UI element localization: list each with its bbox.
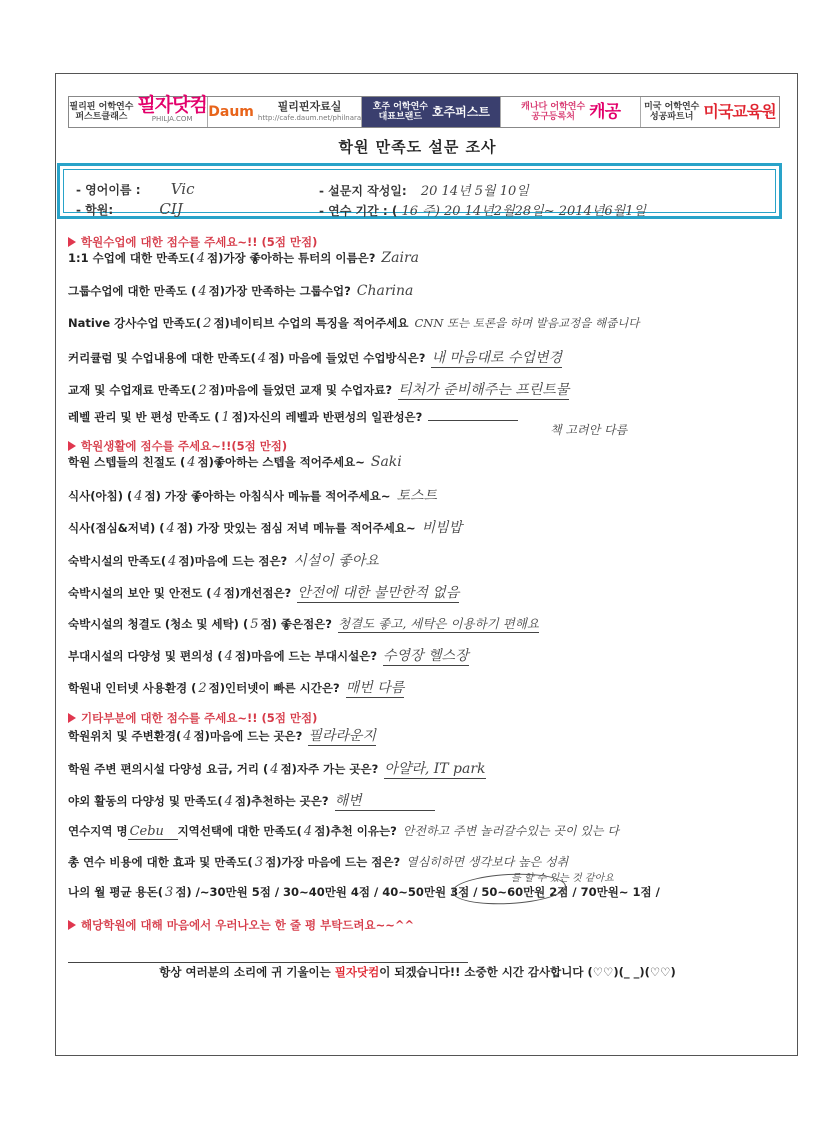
q-label: 숙박시설의 보안 및 안전도 ( (68, 586, 212, 600)
score-field[interactable]: 4 (303, 824, 313, 839)
english-name-value[interactable]: Vic (170, 180, 195, 198)
score-field[interactable]: 4 (196, 251, 206, 266)
info-box-inner (63, 169, 776, 219)
score-field[interactable]: 1 (221, 410, 230, 425)
answer-note: 책 고려안 다름 (550, 423, 628, 437)
answer-field[interactable]: Zaira (381, 250, 419, 266)
q-label: 부대시설의 다양성 및 편의성 ( (68, 649, 223, 663)
question-dorm (68, 550, 379, 570)
banner-canada[interactable] (501, 97, 640, 127)
study-period-row (319, 200, 646, 219)
score-field[interactable]: 5 (250, 617, 259, 632)
question-location (68, 725, 376, 746)
score-field[interactable]: 3 (165, 885, 174, 900)
study-period-label: - 연수 기간 : ( (319, 204, 398, 218)
english-name-row (76, 180, 194, 198)
q-label: Native 강사수업 만족도( (68, 316, 202, 330)
daum-logo-icon: Daum (208, 104, 254, 120)
answer-field[interactable]: 매번 다름 (346, 677, 405, 698)
english-name-label: - 영어이름 : (76, 183, 141, 197)
score-field[interactable]: 4 (257, 351, 267, 366)
question-cleanliness (68, 614, 539, 633)
q-label: 식사(아침) ( (68, 489, 133, 503)
answer-note: 를 할 수 있는 것 같아요 (511, 873, 614, 884)
answer-field[interactable]: 내 마음대로 수업변경 (431, 347, 562, 368)
q-label: 학원위치 및 주변환경( (68, 729, 182, 743)
section-review-text: 해당학원에 대해 마음에서 우러나오는 한 줄 평 부탁드려요~~^^ (81, 918, 415, 932)
question-allowance (68, 884, 660, 900)
region-field[interactable]: Cebu (128, 824, 178, 840)
sponsor-banner (68, 96, 780, 128)
q-label: 점)가장 만족하는 그룹수업? (208, 284, 351, 298)
q-label: 점)마음에 들었던 교재 및 수업자료? (208, 383, 393, 397)
answer-field[interactable] (428, 420, 518, 421)
banner-philja-tagline: 필리핀 어학연수 퍼스트클래스 (69, 102, 134, 122)
answer-field[interactable]: CNN 또는 토론을 하며 발음교정을 해줍니다 (414, 316, 640, 330)
answer-field[interactable]: 수영장 헬스장 (383, 645, 469, 666)
q-label: 점)마음에 드는 부대시설은? (234, 649, 377, 663)
banner-hojufirst[interactable] (362, 97, 501, 127)
banner-daum-text (257, 99, 362, 123)
banner-daum-url: http://cafe.daum.net/philnara (257, 113, 362, 122)
q-label: 점)가장 좋아하는 튜터의 이름은? (207, 251, 376, 265)
question-internet (68, 677, 404, 698)
question-group-class (68, 283, 413, 299)
survey-date-label: - 설문지 작성일: (319, 184, 407, 198)
q-label: 1:1 수업에 대한 만족도( (68, 251, 195, 265)
q-label: 지역선택에 대한 만족도( (177, 824, 302, 838)
section-other-text: 기타부분에 대한 점수를 주세요~!! (5점 만점) (81, 711, 318, 725)
section-class-heading (68, 234, 317, 250)
q-label: 점)좋아하는 스텝을 적어주세요~ (197, 455, 365, 469)
answer-field[interactable]: 아얄라, IT park (384, 758, 485, 779)
study-period-value[interactable]: 주) 20 14년2월28일~ 2014년6월1일 (422, 204, 647, 219)
question-cost (68, 853, 568, 870)
footer-pre: 항상 여러분의 소리에 귀 기울이는 (159, 965, 335, 979)
section-review-heading (68, 917, 414, 933)
survey-date-row (319, 180, 529, 199)
q-label: 점)자신의 레벨과 반편성의 일관성은? (231, 410, 423, 424)
question-outdoor (68, 790, 435, 811)
q-label: 학원 주변 편의시설 다양성 요금, 거리 ( (68, 762, 269, 776)
question-security (68, 582, 459, 603)
score-field[interactable]: 4 (198, 284, 207, 299)
score-field[interactable]: 4 (224, 794, 233, 809)
survey-date-value[interactable]: 20 14년 5월 10일 (420, 184, 529, 199)
score-field[interactable]: 2 (198, 681, 207, 696)
banner-canada-tagline: 캐나다 어학연수 공구등록처 (521, 102, 586, 122)
score-field[interactable]: 4 (187, 455, 196, 470)
q-label: 총 연수 비용에 대한 효과 및 만족도( (68, 855, 253, 869)
answer-field[interactable]: 열심히하면 생각보다 높은 성취 (406, 855, 569, 869)
page-title: 학원 만족도 설문 조사 (338, 138, 497, 156)
answer-field[interactable]: 비빔밥 (421, 520, 463, 536)
score-field[interactable]: 2 (203, 316, 212, 331)
q-label: 식사(점심&저녁) ( (68, 521, 165, 535)
banner-usa-name: 미국교육원 (703, 102, 776, 121)
school-value[interactable]: CIJ (159, 200, 183, 218)
arrow-right-icon (68, 920, 76, 930)
q-label: 그룹수업에 대한 만족도 ( (68, 284, 197, 298)
q-label: 점) 마음에 들었던 수업방식은? (268, 351, 426, 365)
question-facilities (68, 645, 469, 666)
q-label: 점)마음에 드는 점은? (178, 554, 288, 568)
score-field[interactable]: 4 (168, 554, 177, 569)
answer-field[interactable]: 티처가 준비해주는 프린트물 (398, 379, 569, 400)
banner-usa-tagline: 미국 어학연수 성공파트너 (644, 102, 700, 122)
section-class-text: 학원수업에 대한 점수를 주세요~!! (5점 만점) (81, 235, 318, 249)
q-label: 점)자주 가는 곳은? (280, 762, 379, 776)
question-curriculum (68, 347, 562, 368)
banner-daum[interactable] (208, 97, 362, 127)
section-other-heading (68, 710, 317, 726)
arrow-right-icon (68, 441, 76, 451)
question-level (68, 409, 518, 425)
answer-field[interactable]: 시설이 좋아요 (293, 553, 379, 569)
section-life-heading (68, 438, 287, 454)
q-label: 나의 월 평균 용돈( (68, 885, 164, 899)
answer-field[interactable]: 해변 (335, 790, 435, 811)
q-label: 점)인터넷이 빠른 시간은? (208, 681, 340, 695)
score-field[interactable]: 4 (183, 729, 192, 744)
arrow-right-icon (68, 713, 76, 723)
q-label: 점) /~30만원 5점 / 30~40만원 4점 / 40~50만원 3점 / 50~60만원 2점 / 70만원~ 1점 / (175, 885, 660, 899)
question-native-class (68, 315, 639, 331)
question-tutor (68, 250, 419, 266)
answer-field[interactable]: 청결도 좋고, 세탁은 이용하기 편해요 (337, 616, 539, 631)
arrow-right-icon (68, 237, 76, 247)
score-field[interactable]: 4 (134, 489, 143, 504)
answer-field[interactable]: 필라라운지 (308, 725, 376, 746)
q-label: 교재 및 수업재료 만족도( (68, 383, 197, 397)
info-box (57, 163, 782, 219)
study-period-weeks[interactable]: 16 (401, 204, 419, 219)
answer-field[interactable]: Saki (370, 454, 402, 470)
banner-philja-url: PHILJA.COM (151, 115, 193, 123)
q-label: 점)가장 마음에 드는 점은? (265, 855, 401, 869)
school-label: - 학원: (76, 203, 114, 217)
q-label: 점)마음에 드는 곳은? (193, 729, 303, 743)
q-label: 점) 좋은점은? (260, 617, 332, 631)
q-label: 학원 스텝들의 친절도 ( (68, 455, 186, 469)
answer-field[interactable]: 안전하고 주변 놀러갈수있는 곳이 있는 다 (402, 824, 619, 838)
score-field[interactable]: 4 (213, 586, 222, 601)
q-label: 점) 가장 좋아하는 아침식사 메뉴를 적어주세요~ (144, 489, 391, 503)
banner-philja[interactable] (69, 94, 208, 127)
question-lunch-dinner (68, 517, 462, 537)
q-label: 레벨 관리 및 반 편성 만족도 ( (68, 410, 220, 424)
answer-field[interactable]: 안전에 대한 불만한적 없음 (297, 582, 459, 603)
question-staff (68, 454, 402, 470)
score-field[interactable]: 3 (254, 855, 264, 870)
question-region (68, 822, 619, 840)
footer-brand: 필자닷컴 (334, 965, 380, 979)
question-materials (68, 379, 569, 400)
score-field[interactable]: 4 (166, 521, 175, 536)
banner-philja-logo (137, 94, 207, 124)
answer-field[interactable]: 토스트 (396, 488, 438, 504)
banner-usa[interactable] (641, 97, 779, 127)
q-label: 학원내 인터넷 사용환경 ( (68, 681, 197, 695)
question-breakfast (68, 485, 437, 505)
score-field[interactable]: 4 (224, 649, 233, 664)
banner-philja-name: 필자닷컴 (137, 94, 207, 116)
q-label: 점)추천하는 곳은? (234, 794, 329, 808)
school-row (76, 200, 183, 218)
section-life-text: 학원생활에 점수를 주세요~!!(5점 만점) (81, 439, 288, 453)
review-line[interactable] (68, 962, 468, 963)
q-label: 점)네이티브 수업의 특징을 적어주세요 (213, 316, 409, 330)
footer-message (0, 964, 835, 980)
banner-hojufirst-tagline: 호주 어학연수 대표브랜드 (372, 102, 428, 122)
banner-daum-title: 필리핀자료실 (277, 99, 342, 113)
q-label: 숙박시설의 청결도 (청소 및 세탁) ( (68, 617, 249, 631)
q-label: 연수지역 명 (68, 824, 128, 838)
answer-field[interactable]: Charina (356, 283, 414, 299)
question-nearby (68, 758, 486, 779)
q-label: 점) 가장 맛있는 점심 저녁 메뉴를 적어주세요~ (176, 521, 416, 535)
q-label: 커리큘럼 및 수업내용에 대한 만족도( (68, 351, 256, 365)
footer-post: 이 되겠습니다!! 소중한 시간 감사합니다 (♡♡)(_ _)(♡♡) (379, 965, 676, 979)
q-label: 점)개선점은? (223, 586, 292, 600)
banner-hojufirst-name: 호주퍼스트 (432, 105, 490, 119)
banner-canada-name: 캐공 (589, 102, 621, 122)
q-label: 숙박시설의 만족도( (68, 554, 167, 568)
score-field[interactable]: 4 (270, 762, 279, 777)
score-field[interactable]: 2 (198, 383, 207, 398)
q-label: 야외 활동의 다양성 및 만족도( (68, 794, 223, 808)
q-label: 점)추천 이유는? (314, 824, 397, 838)
